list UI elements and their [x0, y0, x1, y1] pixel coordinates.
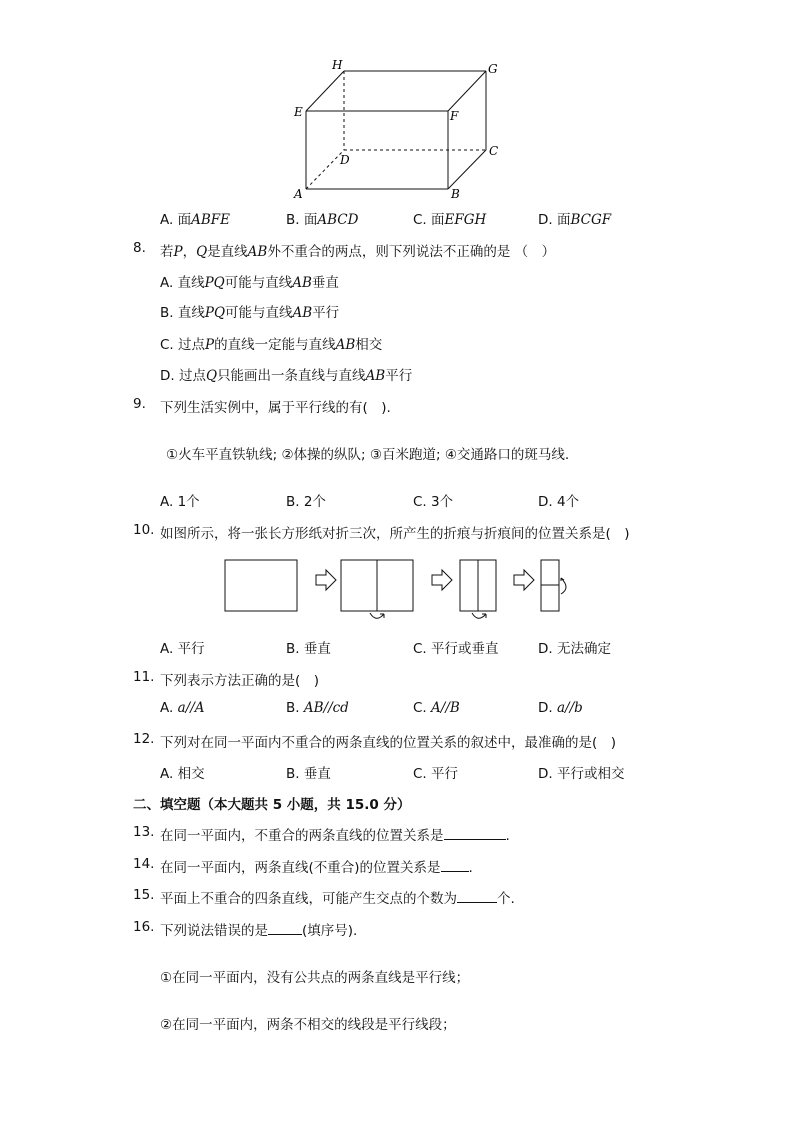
q9-option-a[interactable]: A. 1个 — [160, 494, 200, 510]
vertex-label-c: C — [489, 144, 499, 158]
q7-option-d[interactable]: D. 面BCGF — [538, 212, 612, 228]
q12-number: 12. — [133, 731, 155, 747]
q13-number: 13. — [133, 824, 155, 840]
vertex-label-b: B — [451, 187, 460, 201]
arrow-2-icon — [432, 570, 452, 590]
q12-option-a[interactable]: A. 相交 — [160, 766, 205, 782]
vertex-label-d: D — [340, 153, 350, 167]
q11-number: 11. — [133, 669, 155, 685]
arrow-3-icon — [514, 570, 534, 590]
q9-option-c[interactable]: C. 3个 — [413, 494, 454, 510]
q11-option-c[interactable]: C. A//B — [413, 700, 460, 716]
q9-number: 9. — [133, 396, 146, 412]
vertex-label-f: F — [450, 109, 459, 123]
vertex-label-h: H — [332, 58, 343, 72]
q13-stem: 在同一平面内，不重合的两条直线的位置关系是 . — [160, 828, 510, 844]
edge-ad-hidden — [306, 150, 344, 189]
edge-bc — [448, 150, 486, 189]
q11-option-a[interactable]: A. a//A — [160, 700, 205, 716]
q16-number: 16. — [133, 919, 155, 935]
edge-eh — [306, 71, 344, 111]
q15-answer-blank[interactable] — [457, 890, 497, 903]
q10-option-a[interactable]: A. 平行 — [160, 641, 205, 657]
paper-folding-figure — [220, 555, 580, 627]
q9-stem: 下列生活实例中，属于平行线的有( ). — [160, 400, 391, 416]
q15-number: 15. — [133, 887, 155, 903]
edge-fg — [448, 71, 486, 111]
q7-option-b[interactable]: B. 面ABCD — [286, 212, 359, 228]
cuboid-figure — [280, 55, 510, 205]
vertex-label-g: G — [488, 62, 498, 76]
q11-option-d[interactable]: D. a//b — [538, 700, 583, 716]
q12-option-b[interactable]: B. 垂直 — [286, 766, 331, 782]
q14-number: 14. — [133, 856, 155, 872]
q8-option-c[interactable]: C. 过点P的直线一定能与直线AB相交 — [160, 337, 383, 353]
vertex-label-e: E — [294, 105, 303, 119]
section-heading: 二、填空题（本大题共 5 小题，共 15.0 分） — [133, 797, 411, 813]
q9-examples: ①火车平直铁轨线; ②体操的纵队; ③百米跑道; ④交通路口的斑马线. — [166, 447, 570, 463]
q14-stem: 在同一平面内，两条直线(不重合)的位置关系是 . — [160, 860, 473, 876]
q14-answer-blank[interactable] — [441, 859, 469, 872]
q7-option-c[interactable]: C. 面EFGH — [413, 212, 487, 228]
q9-option-d[interactable]: D. 4个 — [538, 494, 580, 510]
q10-number: 10. — [133, 522, 155, 538]
q10-option-d[interactable]: D. 无法确定 — [538, 641, 611, 657]
q10-option-c[interactable]: C. 平行或垂直 — [413, 641, 499, 657]
q12-stem: 下列对在同一平面内不重合的两条直线的位置关系的叙述中，最准确的是( ) — [160, 735, 617, 751]
q16-statement-2: ②在同一平面内，两条不相交的线段是平行线段； — [160, 1017, 456, 1033]
q8-option-d[interactable]: D. 过点Q只能画出一条直线与直线AB平行 — [160, 368, 413, 384]
q8-number: 8. — [133, 240, 146, 256]
arrow-1-icon — [316, 570, 336, 590]
q15-stem: 平面上不重合的四条直线，可能产生交点的个数为 个. — [160, 891, 515, 907]
q16-stem: 下列说法错误的是 (填序号). — [160, 923, 358, 939]
q8-option-a[interactable]: A. 直线PQ可能与直线AB垂直 — [160, 275, 339, 291]
q10-stem: 如图所示，将一张长方形纸对折三次，所产生的折痕与折痕间的位置关系是( ) — [160, 526, 630, 542]
q9-option-b[interactable]: B. 2个 — [286, 494, 326, 510]
q7-option-a[interactable]: A. 面ABFE — [160, 212, 230, 228]
q11-option-b[interactable]: B. AB//cd — [286, 700, 349, 716]
paper-full — [225, 560, 297, 611]
q13-answer-blank[interactable] — [444, 827, 506, 840]
q16-statement-1: ①在同一平面内，没有公共点的两条直线是平行线； — [160, 970, 470, 986]
q12-option-d[interactable]: D. 平行或相交 — [538, 766, 625, 782]
q12-option-c[interactable]: C. 平行 — [413, 766, 459, 782]
q8-stem: 若P，Q是直线AB外不重合的两点，则下列说法不正确的是 （ ） — [160, 244, 556, 260]
q11-stem: 下列表示方法正确的是( ) — [160, 673, 320, 689]
q16-answer-blank[interactable] — [268, 922, 302, 935]
q8-option-b[interactable]: B. 直线PQ可能与直线AB平行 — [160, 305, 340, 321]
vertex-label-a: A — [294, 187, 303, 201]
fold-arrow-3-icon — [561, 578, 566, 594]
q10-option-b[interactable]: B. 垂直 — [286, 641, 331, 657]
